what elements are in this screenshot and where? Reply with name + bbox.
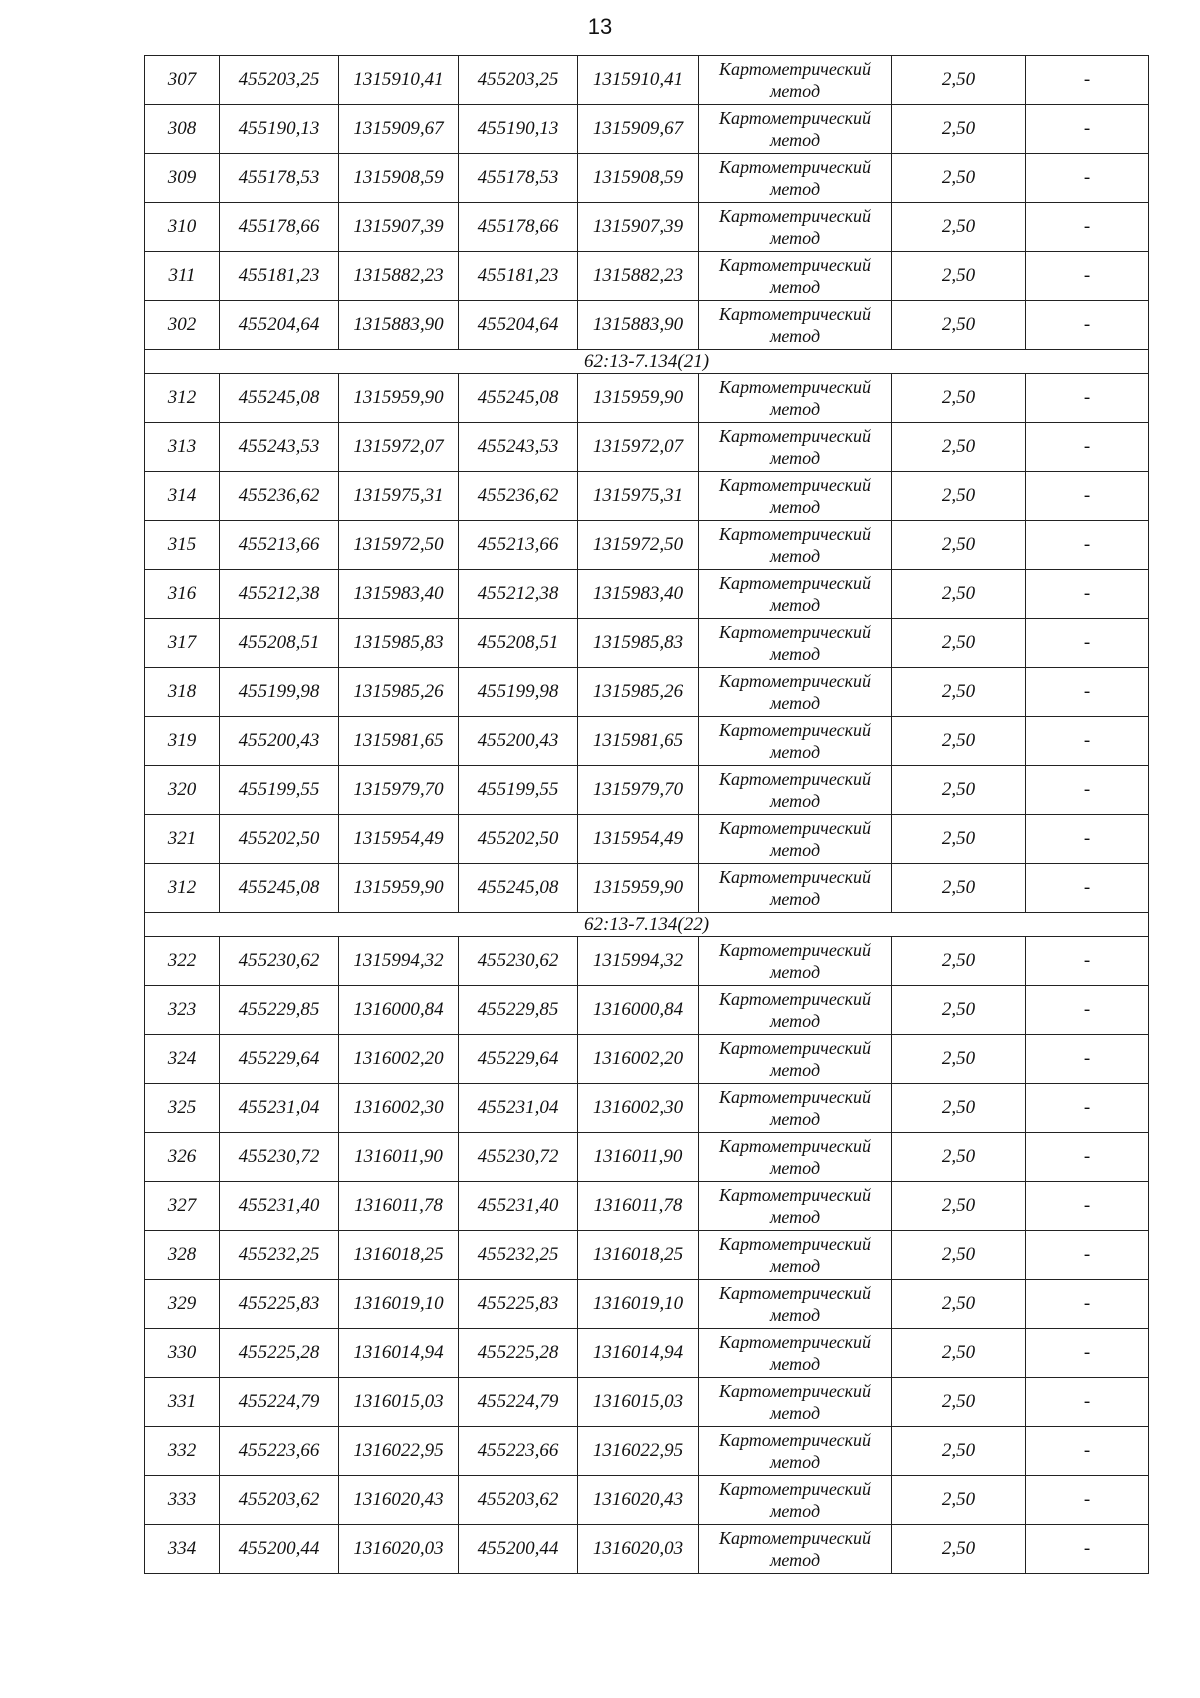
y-new-cell: 1316018,25 [578, 1231, 699, 1280]
x-new-cell: 455178,66 [459, 203, 578, 252]
x-new-cell: 455203,62 [459, 1476, 578, 1525]
note-cell: - [1026, 301, 1149, 350]
y-new-cell: 1316022,95 [578, 1427, 699, 1476]
y-new-cell: 1315985,83 [578, 619, 699, 668]
method-cell: Картометрический метод [699, 1378, 892, 1427]
note-cell: - [1026, 1133, 1149, 1182]
y-existing-cell: 1315882,23 [339, 252, 459, 301]
note-cell: - [1026, 252, 1149, 301]
y-new-cell: 1316011,78 [578, 1182, 699, 1231]
x-existing-cell: 455225,83 [220, 1280, 339, 1329]
accuracy-cell: 2,50 [892, 937, 1026, 986]
y-new-cell: 1316002,20 [578, 1035, 699, 1084]
y-new-cell: 1316014,94 [578, 1329, 699, 1378]
x-new-cell: 455229,64 [459, 1035, 578, 1084]
x-new-cell: 455200,43 [459, 717, 578, 766]
x-new-cell: 455243,53 [459, 423, 578, 472]
accuracy-cell: 2,50 [892, 56, 1026, 105]
x-new-cell: 455199,55 [459, 766, 578, 815]
y-new-cell: 1315959,90 [578, 374, 699, 423]
note-cell: - [1026, 1084, 1149, 1133]
method-cell: Картометрический метод [699, 1280, 892, 1329]
x-existing-cell: 455200,43 [220, 717, 339, 766]
note-cell: - [1026, 105, 1149, 154]
accuracy-cell: 2,50 [892, 1084, 1026, 1133]
note-cell: - [1026, 1329, 1149, 1378]
table-row [145, 815, 1149, 864]
table-row [145, 521, 1149, 570]
x-new-cell: 455225,28 [459, 1329, 578, 1378]
point-number-cell: 329 [145, 1280, 220, 1329]
y-existing-cell: 1315972,50 [339, 521, 459, 570]
method-cell: Картометрический метод [699, 1084, 892, 1133]
note-cell: - [1026, 56, 1149, 105]
y-new-cell: 1315883,90 [578, 301, 699, 350]
x-existing-cell: 455230,62 [220, 937, 339, 986]
note-cell: - [1026, 521, 1149, 570]
point-number-cell: 330 [145, 1329, 220, 1378]
y-existing-cell: 1315959,90 [339, 864, 459, 913]
method-cell: Картометрический метод [699, 521, 892, 570]
y-new-cell: 1315908,59 [578, 154, 699, 203]
accuracy-cell: 2,50 [892, 105, 1026, 154]
point-number-cell: 325 [145, 1084, 220, 1133]
note-cell: - [1026, 1182, 1149, 1231]
y-new-cell: 1315910,41 [578, 56, 699, 105]
method-cell: Картометрический метод [699, 472, 892, 521]
y-existing-cell: 1315909,67 [339, 105, 459, 154]
x-new-cell: 455204,64 [459, 301, 578, 350]
y-existing-cell: 1316019,10 [339, 1280, 459, 1329]
y-new-cell: 1315882,23 [578, 252, 699, 301]
y-new-cell: 1315972,07 [578, 423, 699, 472]
note-cell: - [1026, 570, 1149, 619]
x-existing-cell: 455199,98 [220, 668, 339, 717]
table-row [145, 986, 1149, 1035]
accuracy-cell: 2,50 [892, 1378, 1026, 1427]
y-existing-cell: 1315954,49 [339, 815, 459, 864]
x-new-cell: 455203,25 [459, 56, 578, 105]
point-number-cell: 307 [145, 56, 220, 105]
note-cell: - [1026, 1280, 1149, 1329]
point-number-cell: 323 [145, 986, 220, 1035]
table-row [145, 203, 1149, 252]
y-existing-cell: 1316015,03 [339, 1378, 459, 1427]
x-new-cell: 455230,72 [459, 1133, 578, 1182]
x-existing-cell: 455208,51 [220, 619, 339, 668]
point-number-cell: 302 [145, 301, 220, 350]
accuracy-cell: 2,50 [892, 1035, 1026, 1084]
x-existing-cell: 455245,08 [220, 864, 339, 913]
note-cell: - [1026, 815, 1149, 864]
y-new-cell: 1316002,30 [578, 1084, 699, 1133]
table-row [145, 301, 1149, 350]
table-row [145, 1476, 1149, 1525]
point-number-cell: 312 [145, 374, 220, 423]
note-cell: - [1026, 1427, 1149, 1476]
accuracy-cell: 2,50 [892, 203, 1026, 252]
y-existing-cell: 1315983,40 [339, 570, 459, 619]
x-existing-cell: 455232,25 [220, 1231, 339, 1280]
x-existing-cell: 455181,23 [220, 252, 339, 301]
method-cell: Картометрический метод [699, 619, 892, 668]
y-existing-cell: 1316011,90 [339, 1133, 459, 1182]
y-existing-cell: 1315972,07 [339, 423, 459, 472]
point-number-cell: 321 [145, 815, 220, 864]
method-cell: Картометрический метод [699, 1035, 892, 1084]
accuracy-cell: 2,50 [892, 1231, 1026, 1280]
y-new-cell: 1315981,65 [578, 717, 699, 766]
point-number-cell: 318 [145, 668, 220, 717]
accuracy-cell: 2,50 [892, 986, 1026, 1035]
point-number-cell: 326 [145, 1133, 220, 1182]
x-new-cell: 455224,79 [459, 1378, 578, 1427]
method-cell: Картометрический метод [699, 766, 892, 815]
y-existing-cell: 1316020,43 [339, 1476, 459, 1525]
table-row [145, 1182, 1149, 1231]
accuracy-cell: 2,50 [892, 619, 1026, 668]
x-new-cell: 455245,08 [459, 374, 578, 423]
y-existing-cell: 1315994,32 [339, 937, 459, 986]
point-number-cell: 327 [145, 1182, 220, 1231]
table-row [145, 1329, 1149, 1378]
y-new-cell: 1315907,39 [578, 203, 699, 252]
table-row [145, 717, 1149, 766]
y-new-cell: 1316019,10 [578, 1280, 699, 1329]
x-new-cell: 455178,53 [459, 154, 578, 203]
x-new-cell: 455202,50 [459, 815, 578, 864]
table-row [145, 1378, 1149, 1427]
section-label: 62:13-7.134(21) [145, 350, 1149, 374]
table-row [145, 1280, 1149, 1329]
x-new-cell: 455213,66 [459, 521, 578, 570]
y-new-cell: 1315975,31 [578, 472, 699, 521]
x-existing-cell: 455229,85 [220, 986, 339, 1035]
y-existing-cell: 1316020,03 [339, 1525, 459, 1574]
method-cell: Картометрический метод [699, 56, 892, 105]
accuracy-cell: 2,50 [892, 717, 1026, 766]
accuracy-cell: 2,50 [892, 766, 1026, 815]
note-cell: - [1026, 1378, 1149, 1427]
accuracy-cell: 2,50 [892, 423, 1026, 472]
y-new-cell: 1315985,26 [578, 668, 699, 717]
method-cell: Картометрический метод [699, 154, 892, 203]
method-cell: Картометрический метод [699, 668, 892, 717]
x-existing-cell: 455212,38 [220, 570, 339, 619]
method-cell: Картометрический метод [699, 1133, 892, 1182]
point-number-cell: 328 [145, 1231, 220, 1280]
x-new-cell: 455245,08 [459, 864, 578, 913]
x-new-cell: 455225,83 [459, 1280, 578, 1329]
x-existing-cell: 455225,28 [220, 1329, 339, 1378]
point-number-cell: 310 [145, 203, 220, 252]
note-cell: - [1026, 717, 1149, 766]
table-row [145, 1035, 1149, 1084]
table-row [145, 472, 1149, 521]
x-existing-cell: 455190,13 [220, 105, 339, 154]
method-cell: Картометрический метод [699, 1427, 892, 1476]
table-row [145, 864, 1149, 913]
accuracy-cell: 2,50 [892, 570, 1026, 619]
y-new-cell: 1315994,32 [578, 937, 699, 986]
x-new-cell: 455223,66 [459, 1427, 578, 1476]
y-existing-cell: 1316002,20 [339, 1035, 459, 1084]
y-existing-cell: 1316000,84 [339, 986, 459, 1035]
point-number-cell: 331 [145, 1378, 220, 1427]
coordinates-table [144, 55, 1149, 1574]
point-number-cell: 308 [145, 105, 220, 154]
note-cell: - [1026, 472, 1149, 521]
point-number-cell: 332 [145, 1427, 220, 1476]
note-cell: - [1026, 766, 1149, 815]
x-new-cell: 455236,62 [459, 472, 578, 521]
y-existing-cell: 1316018,25 [339, 1231, 459, 1280]
x-existing-cell: 455224,79 [220, 1378, 339, 1427]
point-number-cell: 317 [145, 619, 220, 668]
point-number-cell: 309 [145, 154, 220, 203]
accuracy-cell: 2,50 [892, 1525, 1026, 1574]
table-row [145, 1084, 1149, 1133]
accuracy-cell: 2,50 [892, 1427, 1026, 1476]
x-new-cell: 455229,85 [459, 986, 578, 1035]
y-existing-cell: 1315975,31 [339, 472, 459, 521]
x-new-cell: 455199,98 [459, 668, 578, 717]
y-new-cell: 1315959,90 [578, 864, 699, 913]
accuracy-cell: 2,50 [892, 1280, 1026, 1329]
y-existing-cell: 1316014,94 [339, 1329, 459, 1378]
x-new-cell: 455231,04 [459, 1084, 578, 1133]
table-row [145, 56, 1149, 105]
point-number-cell: 313 [145, 423, 220, 472]
accuracy-cell: 2,50 [892, 521, 1026, 570]
method-cell: Картометрический метод [699, 864, 892, 913]
x-existing-cell: 455200,44 [220, 1525, 339, 1574]
table-row [145, 668, 1149, 717]
accuracy-cell: 2,50 [892, 1329, 1026, 1378]
table-row [145, 154, 1149, 203]
x-existing-cell: 455203,62 [220, 1476, 339, 1525]
point-number-cell: 333 [145, 1476, 220, 1525]
accuracy-cell: 2,50 [892, 472, 1026, 521]
method-cell: Картометрический метод [699, 570, 892, 619]
accuracy-cell: 2,50 [892, 252, 1026, 301]
table-row [145, 1427, 1149, 1476]
method-cell: Картометрический метод [699, 815, 892, 864]
point-number-cell: 322 [145, 937, 220, 986]
method-cell: Картометрический метод [699, 301, 892, 350]
point-number-cell: 334 [145, 1525, 220, 1574]
y-existing-cell: 1315985,83 [339, 619, 459, 668]
note-cell: - [1026, 864, 1149, 913]
method-cell: Картометрический метод [699, 986, 892, 1035]
accuracy-cell: 2,50 [892, 864, 1026, 913]
note-cell: - [1026, 619, 1149, 668]
point-number-cell: 320 [145, 766, 220, 815]
note-cell: - [1026, 154, 1149, 203]
table-body [145, 56, 1149, 1574]
table-row [145, 1133, 1149, 1182]
x-existing-cell: 455213,66 [220, 521, 339, 570]
y-existing-cell: 1315979,70 [339, 766, 459, 815]
y-new-cell: 1316011,90 [578, 1133, 699, 1182]
page-number: 13 [587, 14, 613, 39]
x-new-cell: 455190,13 [459, 105, 578, 154]
x-existing-cell: 455229,64 [220, 1035, 339, 1084]
x-new-cell: 455208,51 [459, 619, 578, 668]
y-new-cell: 1315979,70 [578, 766, 699, 815]
note-cell: - [1026, 1231, 1149, 1280]
y-new-cell: 1315972,50 [578, 521, 699, 570]
point-number-cell: 324 [145, 1035, 220, 1084]
point-number-cell: 312 [145, 864, 220, 913]
y-existing-cell: 1316022,95 [339, 1427, 459, 1476]
x-existing-cell: 455231,04 [220, 1084, 339, 1133]
method-cell: Картометрический метод [699, 374, 892, 423]
method-cell: Картометрический метод [699, 423, 892, 472]
x-existing-cell: 455178,66 [220, 203, 339, 252]
y-new-cell: 1316020,43 [578, 1476, 699, 1525]
method-cell: Картометрический метод [699, 1525, 892, 1574]
x-existing-cell: 455204,64 [220, 301, 339, 350]
note-cell: - [1026, 986, 1149, 1035]
method-cell: Картометрический метод [699, 937, 892, 986]
note-cell: - [1026, 374, 1149, 423]
accuracy-cell: 2,50 [892, 1133, 1026, 1182]
note-cell: - [1026, 668, 1149, 717]
table-row [145, 252, 1149, 301]
x-existing-cell: 455243,53 [220, 423, 339, 472]
x-existing-cell: 455236,62 [220, 472, 339, 521]
method-cell: Картометрический метод [699, 1476, 892, 1525]
note-cell: - [1026, 937, 1149, 986]
x-existing-cell: 455178,53 [220, 154, 339, 203]
table-row [145, 937, 1149, 986]
x-new-cell: 455212,38 [459, 570, 578, 619]
y-new-cell: 1316015,03 [578, 1378, 699, 1427]
point-number-cell: 311 [145, 252, 220, 301]
accuracy-cell: 2,50 [892, 1476, 1026, 1525]
y-existing-cell: 1315981,65 [339, 717, 459, 766]
table-row [145, 570, 1149, 619]
section-label: 62:13-7.134(22) [145, 913, 1149, 937]
x-existing-cell: 455223,66 [220, 1427, 339, 1476]
y-existing-cell: 1316011,78 [339, 1182, 459, 1231]
accuracy-cell: 2,50 [892, 374, 1026, 423]
accuracy-cell: 2,50 [892, 301, 1026, 350]
table-row [145, 423, 1149, 472]
y-existing-cell: 1315910,41 [339, 56, 459, 105]
y-existing-cell: 1315883,90 [339, 301, 459, 350]
accuracy-cell: 2,50 [892, 1182, 1026, 1231]
table-row [145, 619, 1149, 668]
y-new-cell: 1316020,03 [578, 1525, 699, 1574]
method-cell: Картометрический метод [699, 252, 892, 301]
x-new-cell: 455232,25 [459, 1231, 578, 1280]
note-cell: - [1026, 423, 1149, 472]
table-row [145, 766, 1149, 815]
y-existing-cell: 1315985,26 [339, 668, 459, 717]
note-cell: - [1026, 1476, 1149, 1525]
y-new-cell: 1315983,40 [578, 570, 699, 619]
x-new-cell: 455181,23 [459, 252, 578, 301]
x-new-cell: 455230,62 [459, 937, 578, 986]
table-row [145, 1525, 1149, 1574]
x-existing-cell: 455231,40 [220, 1182, 339, 1231]
point-number-cell: 316 [145, 570, 220, 619]
x-existing-cell: 455245,08 [220, 374, 339, 423]
y-new-cell: 1315909,67 [578, 105, 699, 154]
y-new-cell: 1316000,84 [578, 986, 699, 1035]
x-existing-cell: 455203,25 [220, 56, 339, 105]
accuracy-cell: 2,50 [892, 668, 1026, 717]
note-cell: - [1026, 1035, 1149, 1084]
section-row [145, 913, 1149, 937]
method-cell: Картометрический метод [699, 1182, 892, 1231]
x-existing-cell: 455199,55 [220, 766, 339, 815]
note-cell: - [1026, 203, 1149, 252]
method-cell: Картометрический метод [699, 105, 892, 154]
accuracy-cell: 2,50 [892, 154, 1026, 203]
point-number-cell: 319 [145, 717, 220, 766]
x-existing-cell: 455230,72 [220, 1133, 339, 1182]
method-cell: Картометрический метод [699, 1231, 892, 1280]
method-cell: Картометрический метод [699, 203, 892, 252]
point-number-cell: 315 [145, 521, 220, 570]
x-new-cell: 455231,40 [459, 1182, 578, 1231]
y-existing-cell: 1315959,90 [339, 374, 459, 423]
method-cell: Картометрический метод [699, 717, 892, 766]
note-cell: - [1026, 1525, 1149, 1574]
section-row [145, 350, 1149, 374]
y-existing-cell: 1315907,39 [339, 203, 459, 252]
method-cell: Картометрический метод [699, 1329, 892, 1378]
table-row [145, 374, 1149, 423]
x-new-cell: 455200,44 [459, 1525, 578, 1574]
table-row [145, 1231, 1149, 1280]
y-existing-cell: 1315908,59 [339, 154, 459, 203]
y-new-cell: 1315954,49 [578, 815, 699, 864]
x-existing-cell: 455202,50 [220, 815, 339, 864]
accuracy-cell: 2,50 [892, 815, 1026, 864]
table-row [145, 105, 1149, 154]
y-existing-cell: 1316002,30 [339, 1084, 459, 1133]
point-number-cell: 314 [145, 472, 220, 521]
